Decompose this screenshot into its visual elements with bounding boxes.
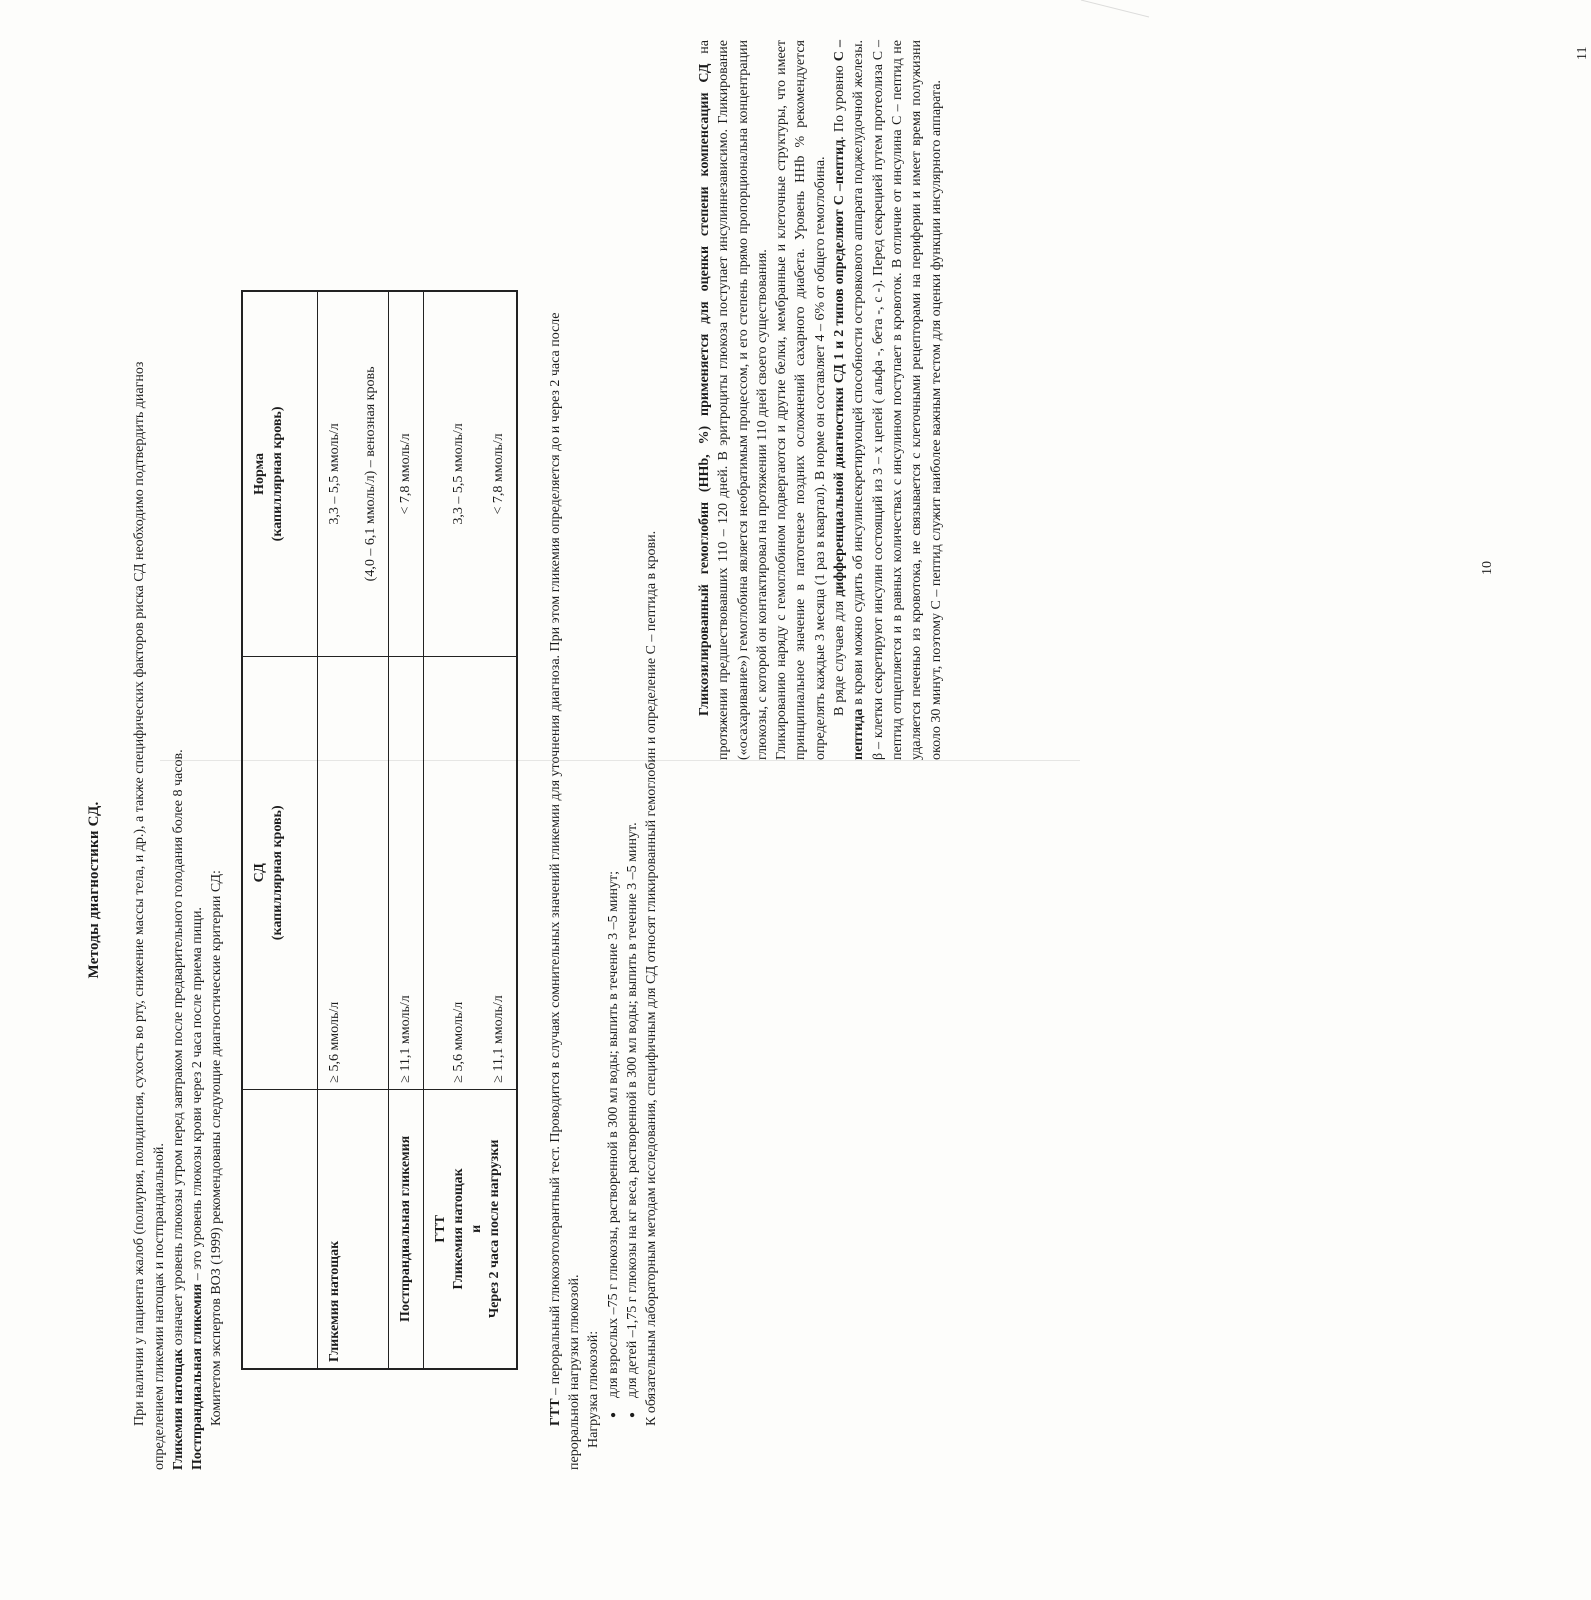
gtt-fasting-label: Гликемия натощак [450, 1168, 466, 1290]
header-sd-title: СД [251, 863, 267, 883]
table-row [317, 291, 388, 1369]
fasting-text: означает уровень глюкозы утром перед завтраком после предварительного голодания более 8 часов. [170, 749, 186, 1349]
cp-text-b: . По уровню [832, 61, 848, 140]
gtt-label: ГТТ [432, 1215, 448, 1243]
closing-paragraph: К обязательным лабораторным методам исследования, специфичным для СД относят гликированный гемоглобин и определение С – пептида в крови. [644, 530, 660, 1426]
list-item: ● для детей –1,75 г глюкозы на кг веса, растворенной в 300 мл воды; выпить в течение 3 –5 минут. [623, 310, 642, 1418]
header-norm-sub: (капиллярная кровь) [269, 406, 285, 542]
header-sd [242, 656, 318, 1089]
gtt-paragraph [546, 310, 585, 1470]
row-gtt-norm [423, 291, 517, 656]
header-norm [242, 291, 318, 656]
page-number-10: 10 [1480, 561, 1495, 575]
who-paragraph: Комитетом экспертов ВОЗ (1999) рекомендованы следующие диагностические критерии СД: [209, 870, 225, 1426]
gtt-norm-2h: < 7,8 ммоль/л [490, 433, 506, 515]
gtt-sd-fasting: ≥ 5,6 ммоль/л [450, 1001, 466, 1083]
hbA-text: на протяжении предшествовавших 110 – 120 дней. В эритроциты глюкоза поступает инсулиннезависимо. Гликирование («осахаривание») гемоглобина является необратимым процессом, и его степень прямо пропорциональна концентрации глюкозы, с которой он контактировал на протяжении 110 дней своего существования. [697, 40, 770, 760]
fasting-term: Гликемия натощак [170, 1348, 186, 1470]
fasting-definition [169, 310, 188, 1470]
table-header-row [242, 291, 318, 1369]
header-norm-title: Норма [251, 452, 267, 495]
page-11 [590, 20, 1590, 1585]
corner-mark [1081, 0, 1149, 17]
header-empty [242, 1089, 318, 1369]
gtt-sd-2h: ≥ 11,1 ммоль/л [490, 995, 506, 1083]
row-gtt-sd [423, 656, 517, 1089]
c-peptide-paragraph [830, 40, 946, 760]
row-fasting-norm-cap: 3,3 – 5,5 ммоль/л [326, 423, 342, 525]
criteria-table [241, 290, 518, 1370]
hbA-paragraph [695, 40, 772, 760]
row-fasting-norm [317, 291, 388, 656]
row-fasting-norm-venous: (4,0 – 6,1 ммоль/л) – венозная кровь [362, 366, 378, 582]
header-sd-sub: (капиллярная кровь) [269, 805, 285, 941]
intro-paragraph: При наличии у пациента жалоб (полиурия, полидипсия, сухость во рту, снижение массы тела, и др.), а также специфических факторов риска СД необходимо подтвердить диагноз определением гликемии натощак и постпрандиальной. [132, 361, 167, 1470]
page-10-body [85, 310, 662, 1470]
page-number-11: 11 [1575, 46, 1590, 60]
list-item: ● для взрослых –75 г глюкозы, растворенной в 300 мл воды; выпить в течение 3 –5 минут; [604, 310, 623, 1418]
gtt-and-label: и [468, 1224, 484, 1233]
row-postprandial-norm: < 7,8 ммоль/л [388, 291, 423, 656]
row-fasting-label: Гликемия натощак [317, 1089, 388, 1369]
section-title: Методы диагностики СД. [86, 801, 102, 979]
gtt-term: ГТТ [547, 1398, 563, 1426]
table-row [423, 291, 517, 1369]
cp-term-1: дифференциальной диагностики СД 1 и 2 типов определяют С –пептид [832, 139, 848, 597]
gtt-2h-label: Через 2 часа после нагрузки [486, 1139, 502, 1319]
cp-text-c: в крови можно судить об инсулинсекретирующей способности островкового аппарата поджелудочной железы. β – клетки секретируют инсулин состоящий из 3 – х цепей ( альфа -, бета -, с -). Перед секрецией путем протеолиза С – пептид отщепляется и в равных количествах с инсулином поступает в кровоток. В отличие от инсулина С – пептид не удаляется печенью из кровотока, не связывается с клеточными рецепторами на периферии и имеет время полужизни около 30 минут, поэтому С – пептид служит наиболее важным тестом для оценки функции инсулярного аппарата. [851, 40, 944, 760]
glycation-paragraph: Гликированию наряду с гемоглобином подвергаются и другие белки, мембранные и клеточные структуры, что имеет принципиальное значение в патогенезе поздних осложнений сахарного диабета. Уровень HHb % рекомендуется определять каждые 3 месяца (1 раз в квартал). В норме он составляет 4 – 6% от общего гемоглобина. [774, 40, 828, 760]
postprandial-definition [188, 310, 207, 1470]
cp-term-2: С –пептида [832, 40, 867, 760]
row-gtt-label [423, 1089, 517, 1369]
row-fasting-sd: ≥ 5,6 ммоль/л [317, 656, 388, 1089]
hbA-term: Гликозилированный гемоглобин (HHb, %) применяется для оценки степени компенсации СД [697, 63, 712, 716]
cp-text-a: В ряде случаев для [832, 596, 848, 716]
table-row [388, 291, 423, 1369]
load-title: Нагрузка глюкозой: [586, 1330, 602, 1448]
gtt-norm-fasting: 3,3 – 5,5 ммоль/л [450, 423, 466, 525]
postprandial-text: – это уровень глюкозы крови через 2 часа после приема пищи. [190, 907, 206, 1284]
postprandial-term: Постпрандиальная гликемия [190, 1283, 206, 1470]
gtt-text: – пероральный глюкозотолерантный тест. Проводится в случаях сомнительных значений гликемии для уточнения диагноза. При этом гликемия определяется до и через 2 часа после пероральной нагрузки глюкозой. [547, 312, 583, 1470]
page-11-body [695, 40, 946, 760]
row-postprandial-sd: ≥ 11,1 ммоль/л [388, 656, 423, 1089]
row-postprandial-label: Постпрандиальная гликемия [388, 1089, 423, 1369]
